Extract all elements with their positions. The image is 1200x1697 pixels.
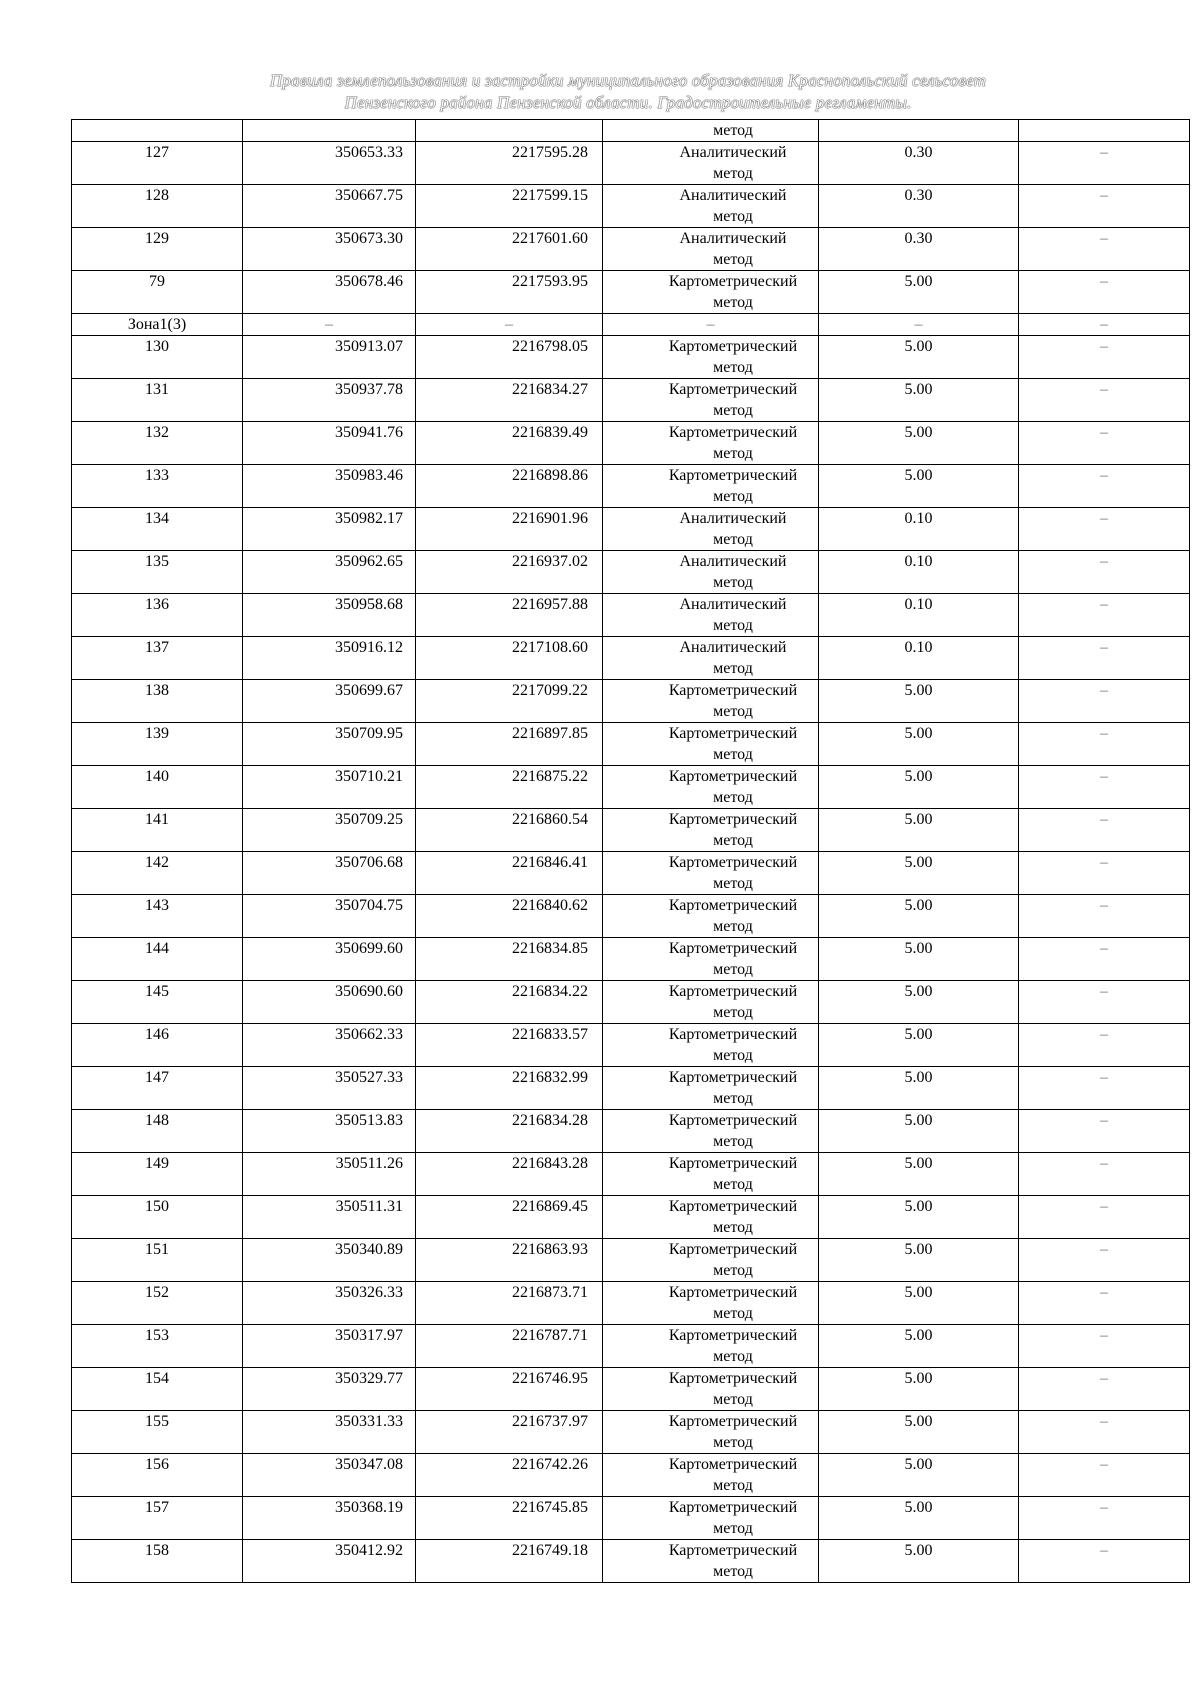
cell-point-number: 131 [72, 379, 243, 422]
cell-point-number: 155 [72, 1411, 243, 1454]
cell-point-number: 134 [72, 508, 243, 551]
cell-y: 2216839.49 [416, 422, 603, 465]
cell-method [603, 895, 819, 938]
cell-point-number: 145 [72, 981, 243, 1024]
cell-y: 2216834.22 [416, 981, 603, 1024]
cell-method-text: Картометрический метод [668, 854, 798, 892]
cell-x: 350368.19 [243, 1497, 416, 1540]
cell-precision: 5.00 [819, 271, 1019, 314]
cell-method [603, 1411, 819, 1454]
cell-description: – [1019, 1282, 1190, 1325]
cell-precision: 5.00 [819, 1282, 1019, 1325]
cell-precision: 5.00 [819, 465, 1019, 508]
cell-y: 2216846.41 [416, 852, 603, 895]
cell-method [603, 1368, 819, 1411]
table-row [72, 723, 1190, 766]
header-line-2: Пензенского района Пензенской области. Градостроительные регламенты. [344, 93, 912, 112]
cell-method [603, 723, 819, 766]
cell-method [603, 680, 819, 723]
cell-description: – [1019, 1239, 1190, 1282]
cell-y: 2217108.60 [416, 637, 603, 680]
table-row [72, 809, 1190, 852]
table-row [72, 508, 1190, 551]
table-row [72, 185, 1190, 228]
cell-method [603, 1110, 819, 1153]
cell-description: – [1019, 551, 1190, 594]
table-row-zone [72, 314, 1190, 336]
cell-method-text: Картометрический метод [668, 467, 798, 505]
cell-precision: 5.00 [819, 981, 1019, 1024]
table-row [72, 938, 1190, 981]
cell-precision: 5.00 [819, 723, 1019, 766]
coordinates-table-body [72, 120, 1190, 1583]
cell-point-number: 137 [72, 637, 243, 680]
cell-x: 350709.95 [243, 723, 416, 766]
cell-method-text: Картометрический метод [668, 381, 798, 419]
cell-precision: 0.10 [819, 594, 1019, 637]
cell-point-number: 129 [72, 228, 243, 271]
document-header [70, 70, 1186, 114]
cell-method-text: Картометрический метод [668, 1284, 798, 1322]
cell-y: 2217599.15 [416, 185, 603, 228]
cell-method-text: Картометрический метод [668, 424, 798, 462]
cell-point-number: 143 [72, 895, 243, 938]
cell-y: 2216863.93 [416, 1239, 603, 1282]
cell-description: – [1019, 1024, 1190, 1067]
cell-y: – [416, 314, 603, 336]
cell-y: 2216869.45 [416, 1196, 603, 1239]
cell-method-text: Картометрический метод [668, 1370, 798, 1408]
cell-description: – [1019, 271, 1190, 314]
table-row [72, 271, 1190, 314]
cell-description: – [1019, 637, 1190, 680]
cell-precision: 5.00 [819, 379, 1019, 422]
cell-method-text: Картометрический метод [668, 725, 798, 763]
cell-precision: 5.00 [819, 1325, 1019, 1368]
cell-description: – [1019, 1497, 1190, 1540]
cell-x: 350690.60 [243, 981, 416, 1024]
cell-description: – [1019, 809, 1190, 852]
cell-point-number: 135 [72, 551, 243, 594]
cell-point-number: 136 [72, 594, 243, 637]
cell-x: 350331.33 [243, 1411, 416, 1454]
cell-x: 350699.60 [243, 938, 416, 981]
cell-method [603, 1153, 819, 1196]
cell-method-text: Аналитический метод [679, 596, 787, 634]
cell-method [603, 1239, 819, 1282]
cell-method-text: Картометрический метод [668, 338, 798, 376]
cell-x [243, 120, 416, 142]
cell-x: 350709.25 [243, 809, 416, 852]
cell-description: – [1019, 508, 1190, 551]
cell-point-number: 153 [72, 1325, 243, 1368]
cell-x: 350916.12 [243, 637, 416, 680]
table-row [72, 1024, 1190, 1067]
cell-method-text: Аналитический метод [679, 144, 787, 182]
cell-method-text: Картометрический метод [668, 1413, 798, 1451]
cell-point-number: 138 [72, 680, 243, 723]
cell-precision: 5.00 [819, 422, 1019, 465]
cell-method [603, 228, 819, 271]
cell-method-text: Картометрический метод [668, 682, 798, 720]
cell-point-number: Зона1(3) [72, 314, 243, 336]
cell-y: 2217593.95 [416, 271, 603, 314]
cell-y: 2216832.99 [416, 1067, 603, 1110]
cell-precision: 5.00 [819, 1196, 1019, 1239]
cell-precision: 5.00 [819, 680, 1019, 723]
cell-method-text: метод [713, 122, 753, 139]
cell-point-number: 148 [72, 1110, 243, 1153]
cell-y: 2216873.71 [416, 1282, 603, 1325]
cell-method [603, 1325, 819, 1368]
cell-precision [819, 120, 1019, 142]
cell-point-number: 128 [72, 185, 243, 228]
table-row [72, 594, 1190, 637]
cell-precision: 5.00 [819, 766, 1019, 809]
cell-method-text: Картометрический метод [668, 273, 798, 311]
cell-method [603, 1024, 819, 1067]
cell-precision: 0.30 [819, 228, 1019, 271]
cell-method [603, 120, 819, 142]
cell-x: 350983.46 [243, 465, 416, 508]
cell-precision: 5.00 [819, 1239, 1019, 1282]
cell-point-number: 133 [72, 465, 243, 508]
coordinates-table [71, 119, 1190, 1583]
cell-method-text: Картометрический метод [668, 940, 798, 978]
cell-method [603, 594, 819, 637]
cell-y: 2216937.02 [416, 551, 603, 594]
cell-x: 350326.33 [243, 1282, 416, 1325]
cell-x: 350340.89 [243, 1239, 416, 1282]
cell-method-text: Картометрический метод [668, 983, 798, 1021]
cell-point-number: 142 [72, 852, 243, 895]
table-row [72, 465, 1190, 508]
cell-y: 2216840.62 [416, 895, 603, 938]
cell-method-text: Картометрический метод [668, 1456, 798, 1494]
cell-y: 2216745.85 [416, 1497, 603, 1540]
cell-y: 2217099.22 [416, 680, 603, 723]
cell-method [603, 809, 819, 852]
cell-precision: 5.00 [819, 1454, 1019, 1497]
cell-method [603, 271, 819, 314]
cell-method [603, 185, 819, 228]
cell-precision: 0.30 [819, 142, 1019, 185]
cell-x: 350706.68 [243, 852, 416, 895]
cell-method [603, 1067, 819, 1110]
cell-y: 2216957.88 [416, 594, 603, 637]
cell-method-text: Картометрический метод [668, 1542, 798, 1580]
cell-method [603, 379, 819, 422]
cell-precision: 5.00 [819, 1067, 1019, 1110]
cell-description: – [1019, 1540, 1190, 1583]
table-row [72, 1325, 1190, 1368]
cell-method-text: Картометрический метод [668, 1155, 798, 1193]
cell-x: 350347.08 [243, 1454, 416, 1497]
header-line-1: Правила землепользования и застройки муниципального образования Краснопольский сельсовет [269, 71, 987, 90]
table-row [72, 637, 1190, 680]
cell-y: 2216843.28 [416, 1153, 603, 1196]
cell-method-text: Картометрический метод [668, 1198, 798, 1236]
cell-precision: 0.30 [819, 185, 1019, 228]
table-row [72, 142, 1190, 185]
cell-x: – [243, 314, 416, 336]
cell-x: 350317.97 [243, 1325, 416, 1368]
cell-x: 350913.07 [243, 336, 416, 379]
table-row [72, 1196, 1190, 1239]
table-row-continuation [72, 120, 1190, 142]
cell-method-text: Картометрический метод [668, 1327, 798, 1365]
table-row [72, 852, 1190, 895]
cell-point-number: 79 [72, 271, 243, 314]
cell-point-number: 154 [72, 1368, 243, 1411]
table-row [72, 379, 1190, 422]
cell-y: 2216898.86 [416, 465, 603, 508]
cell-x: 350653.33 [243, 142, 416, 185]
cell-point-number: 147 [72, 1067, 243, 1110]
cell-method [603, 981, 819, 1024]
cell-description: – [1019, 680, 1190, 723]
cell-method [603, 1540, 819, 1583]
table-row [72, 1110, 1190, 1153]
table-row [72, 981, 1190, 1024]
cell-precision: – [819, 314, 1019, 336]
cell-point-number: 144 [72, 938, 243, 981]
cell-method-text: Картометрический метод [668, 1241, 798, 1279]
cell-precision: 0.10 [819, 551, 1019, 594]
cell-x: 350678.46 [243, 271, 416, 314]
cell-y: 2216834.28 [416, 1110, 603, 1153]
table-row [72, 551, 1190, 594]
cell-precision: 5.00 [819, 938, 1019, 981]
cell-description: – [1019, 723, 1190, 766]
cell-method [603, 637, 819, 680]
cell-x: 350511.26 [243, 1153, 416, 1196]
cell-x: 350958.68 [243, 594, 416, 637]
cell-precision: 5.00 [819, 1497, 1019, 1540]
cell-description: – [1019, 185, 1190, 228]
cell-x: 350412.92 [243, 1540, 416, 1583]
cell-x: 350527.33 [243, 1067, 416, 1110]
table-row [72, 1067, 1190, 1110]
cell-y: 2216742.26 [416, 1454, 603, 1497]
cell-description: – [1019, 314, 1190, 336]
cell-y: 2217601.60 [416, 228, 603, 271]
cell-point-number: 158 [72, 1540, 243, 1583]
cell-description: – [1019, 981, 1190, 1024]
cell-description: – [1019, 228, 1190, 271]
cell-y: 2216798.05 [416, 336, 603, 379]
cell-precision: 5.00 [819, 1540, 1019, 1583]
cell-point-number: 151 [72, 1239, 243, 1282]
cell-x: 350710.21 [243, 766, 416, 809]
table-row [72, 1497, 1190, 1540]
cell-method [603, 422, 819, 465]
cell-method [603, 766, 819, 809]
cell-method-text: Картометрический метод [668, 811, 798, 849]
cell-y: 2216875.22 [416, 766, 603, 809]
cell-precision: 0.10 [819, 637, 1019, 680]
cell-point-number: 130 [72, 336, 243, 379]
cell-description: – [1019, 465, 1190, 508]
cell-x: 350513.83 [243, 1110, 416, 1153]
cell-description: – [1019, 1325, 1190, 1368]
cell-method [603, 551, 819, 594]
cell-y: 2216860.54 [416, 809, 603, 852]
cell-description: – [1019, 1153, 1190, 1196]
cell-description: – [1019, 594, 1190, 637]
cell-x: 350937.78 [243, 379, 416, 422]
table-row [72, 1540, 1190, 1583]
cell-y: 2216901.96 [416, 508, 603, 551]
table-row [72, 422, 1190, 465]
cell-precision: 5.00 [819, 1153, 1019, 1196]
cell-description: – [1019, 422, 1190, 465]
cell-point-number: 141 [72, 809, 243, 852]
cell-y [416, 120, 603, 142]
cell-point-number: 127 [72, 142, 243, 185]
cell-description: – [1019, 852, 1190, 895]
cell-point-number: 140 [72, 766, 243, 809]
cell-point-number: 150 [72, 1196, 243, 1239]
cell-point-number: 156 [72, 1454, 243, 1497]
cell-x: 350329.77 [243, 1368, 416, 1411]
table-row [72, 766, 1190, 809]
cell-method-text: Аналитический метод [679, 553, 787, 591]
table-row [72, 228, 1190, 271]
cell-description: – [1019, 142, 1190, 185]
table-row [72, 1411, 1190, 1454]
cell-description: – [1019, 895, 1190, 938]
table-row [72, 336, 1190, 379]
cell-description: – [1019, 1067, 1190, 1110]
cell-method-text: Картометрический метод [668, 1026, 798, 1064]
cell-method [603, 465, 819, 508]
table-row [72, 1239, 1190, 1282]
cell-y: 2217595.28 [416, 142, 603, 185]
cell-method [603, 938, 819, 981]
cell-method-text: Картометрический метод [668, 897, 798, 935]
cell-description [1019, 120, 1190, 142]
cell-description: – [1019, 1454, 1190, 1497]
cell-method [603, 852, 819, 895]
cell-precision: 5.00 [819, 1024, 1019, 1067]
cell-method [603, 142, 819, 185]
cell-method-text: Аналитический метод [679, 187, 787, 225]
cell-description: – [1019, 1196, 1190, 1239]
cell-precision: 0.10 [819, 508, 1019, 551]
cell-y: 2216749.18 [416, 1540, 603, 1583]
cell-method [603, 508, 819, 551]
cell-x: 350667.75 [243, 185, 416, 228]
cell-x: 350511.31 [243, 1196, 416, 1239]
cell-description: – [1019, 1110, 1190, 1153]
cell-description: – [1019, 379, 1190, 422]
cell-point-number: 139 [72, 723, 243, 766]
table-row [72, 1454, 1190, 1497]
cell-method [603, 1196, 819, 1239]
cell-x: 350699.67 [243, 680, 416, 723]
cell-method-text: Картометрический метод [668, 1499, 798, 1537]
cell-method-text: Картометрический метод [668, 1069, 798, 1107]
cell-precision: 5.00 [819, 1110, 1019, 1153]
cell-description: – [1019, 938, 1190, 981]
cell-y: 2216834.85 [416, 938, 603, 981]
table-row [72, 895, 1190, 938]
cell-x: 350962.65 [243, 551, 416, 594]
cell-y: 2216746.95 [416, 1368, 603, 1411]
table-row [72, 1282, 1190, 1325]
cell-y: 2216897.85 [416, 723, 603, 766]
cell-method-text: Аналитический метод [679, 230, 787, 268]
cell-method [603, 1497, 819, 1540]
cell-x: 350704.75 [243, 895, 416, 938]
cell-method [603, 1454, 819, 1497]
cell-precision: 5.00 [819, 336, 1019, 379]
cell-point-number: 149 [72, 1153, 243, 1196]
cell-x: 350673.30 [243, 228, 416, 271]
cell-point-number: 152 [72, 1282, 243, 1325]
table-row [72, 1153, 1190, 1196]
cell-description: – [1019, 766, 1190, 809]
cell-method [603, 1282, 819, 1325]
cell-point-number: 146 [72, 1024, 243, 1067]
cell-method [603, 336, 819, 379]
cell-y: 2216787.71 [416, 1325, 603, 1368]
cell-point-number [72, 120, 243, 142]
cell-y: 2216737.97 [416, 1411, 603, 1454]
cell-method-text: Аналитический метод [679, 510, 787, 548]
cell-x: 350941.76 [243, 422, 416, 465]
cell-precision: 5.00 [819, 852, 1019, 895]
cell-description: – [1019, 1411, 1190, 1454]
cell-y: 2216833.57 [416, 1024, 603, 1067]
cell-precision: 5.00 [819, 1411, 1019, 1454]
cell-method-text: Аналитический метод [679, 639, 787, 677]
cell-precision: 5.00 [819, 895, 1019, 938]
cell-method-text: Картометрический метод [668, 768, 798, 806]
cell-precision: 5.00 [819, 1368, 1019, 1411]
cell-description: – [1019, 336, 1190, 379]
table-row [72, 680, 1190, 723]
cell-description: – [1019, 1368, 1190, 1411]
cell-y: 2216834.27 [416, 379, 603, 422]
cell-method: – [603, 314, 819, 336]
table-row [72, 1368, 1190, 1411]
cell-method-text: Картометрический метод [668, 1112, 798, 1150]
cell-point-number: 157 [72, 1497, 243, 1540]
cell-x: 350662.33 [243, 1024, 416, 1067]
cell-precision: 5.00 [819, 809, 1019, 852]
cell-x: 350982.17 [243, 508, 416, 551]
cell-point-number: 132 [72, 422, 243, 465]
